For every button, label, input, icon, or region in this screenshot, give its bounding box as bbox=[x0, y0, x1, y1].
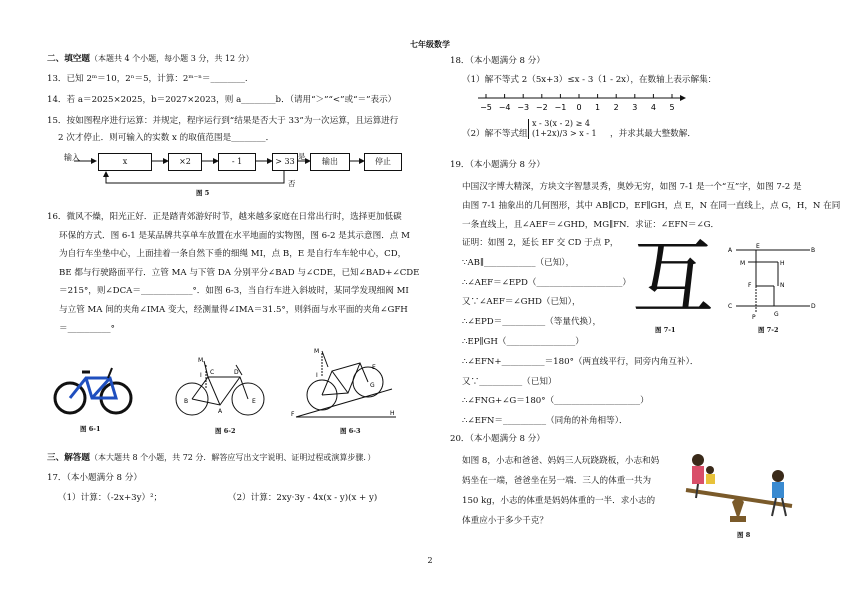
question-20: 20．（本小题满分 8 分） bbox=[450, 434, 545, 444]
proof-line: ∴∠FNG+∠G＝180°（____________________） bbox=[462, 396, 649, 407]
svg-text:G: G bbox=[774, 311, 779, 318]
proof-line: ∴∠AEF＝∠EPD（____________________） bbox=[462, 277, 631, 288]
svg-text:C: C bbox=[728, 303, 733, 310]
q16-line: 为自行车坐垫中心，上面挂着一条自然下垂的细绳 MI，点 B，E 是自行车车轮中心，CD， bbox=[59, 249, 407, 260]
seesaw-illustration bbox=[680, 450, 800, 528]
number-line-label: 0 bbox=[576, 103, 582, 112]
figure-5-caption: 图 5 bbox=[196, 189, 210, 197]
flow-x-box: x bbox=[98, 153, 152, 171]
section-2-note: （本题共 4 个小题，每小题 3 分，共 12 分） bbox=[89, 54, 254, 63]
section-3-heading bbox=[47, 451, 375, 463]
number-line-label: 3 bbox=[632, 103, 638, 112]
svg-text:F: F bbox=[291, 411, 295, 418]
flow-times2-box: ×2 bbox=[168, 153, 202, 171]
number-line-label: 1 bbox=[595, 103, 601, 112]
q16-line: ＝215°，则∠DCA＝____________°．如图 6-3，当自行车进入斜坡时，某同学发现细阀 MI bbox=[59, 286, 409, 297]
number-line bbox=[476, 90, 686, 114]
question-17: 17．（本小题满分 8 分） bbox=[47, 473, 142, 483]
system-line-1: x - 3(x - 2) ≥ 4 bbox=[532, 119, 590, 128]
q19-line: 一条直线上，且∠AEF＝∠GHD，MG∥FN．求证：∠EFN＝∠G． bbox=[462, 220, 720, 230]
flow-minus1-box: - 1 bbox=[218, 153, 256, 171]
svg-text:M: M bbox=[740, 260, 746, 267]
number-line-label: −1 bbox=[554, 103, 567, 112]
system-line-2: (1+2x)/3 > x - 1 bbox=[532, 129, 597, 138]
svg-text:A: A bbox=[218, 408, 223, 415]
number-line-label: 4 bbox=[650, 103, 656, 112]
q20-line: 妈坐在一端，爸爸坐在另一端．三人的体重一共为 bbox=[462, 476, 652, 486]
svg-text:H: H bbox=[390, 410, 395, 417]
proof-line: 又∵__________（已知） bbox=[462, 376, 557, 387]
q20-line: 如图 8，小志和爸爸、妈妈三人玩跷跷板，小志和妈 bbox=[462, 456, 660, 466]
figure-7-2-caption: 图 7-2 bbox=[758, 326, 779, 334]
figure-7-1-caption: 图 7-1 bbox=[655, 326, 676, 334]
proof-line: ∴∠EFN＝__________（同角的补角相等）． bbox=[462, 416, 628, 427]
q20-line: 150 kg，小志的体重是妈妈体重的一半．求小志的 bbox=[462, 496, 656, 506]
svg-text:P: P bbox=[752, 314, 756, 321]
flow-yes-label: 是 bbox=[298, 152, 306, 161]
svg-text:E: E bbox=[372, 364, 376, 371]
number-line-label: −3 bbox=[517, 103, 530, 112]
proof-line: ∴EP∥GH（________________） bbox=[462, 336, 584, 347]
section-3-title: 三、解答题 bbox=[47, 453, 90, 463]
figure-6-1-caption: 图 6-1 bbox=[80, 425, 101, 433]
question-18: 18．（本小题满分 8 分） bbox=[450, 56, 545, 66]
svg-text:D: D bbox=[234, 369, 239, 376]
svg-text:I: I bbox=[316, 372, 318, 379]
svg-text:F: F bbox=[748, 282, 752, 289]
bicycle-slope-figure bbox=[292, 345, 398, 425]
flow-output-box: 输出 bbox=[310, 153, 350, 171]
svg-text:N: N bbox=[780, 282, 785, 289]
section-3-note: （本大题共 8 个小题，共 72 分．解答应写出文字说明、证明过程或演算步骤．） bbox=[89, 453, 376, 462]
q19-line: 由图 7-1 抽象出的几何图形，其中 AB∥CD，EF∥GH，点 E，N 在同一直线上，点 G，H，N 在同 bbox=[462, 201, 841, 211]
q16-line: BE 都与行驶路面平行．立管 MA 与下管 DA 分别平分∠BAD 与∠CDE，已知∠BAD+∠CDE bbox=[59, 267, 420, 278]
figure-6-2-caption: 图 6-2 bbox=[215, 427, 236, 435]
parallel-lines-diagram bbox=[726, 240, 816, 322]
q16-line: 16．微风不燥，阳光正好．正是踏青郊游好时节，越来越多家庭在日常出行时，选择更加低碳 bbox=[47, 212, 402, 222]
svg-text:D: D bbox=[811, 303, 816, 310]
question-17-part2: （2）计算：2xy·3y - 4x(x - y)(x + y) bbox=[228, 493, 378, 503]
flow-input-label: 输入 bbox=[64, 153, 80, 162]
question-19: 19．（本小题满分 8 分） bbox=[450, 160, 545, 170]
svg-text:I: I bbox=[200, 372, 202, 379]
page-header: 七年级数学 bbox=[410, 39, 450, 49]
svg-text:M: M bbox=[314, 348, 320, 355]
proof-line: ∴∠EPD＝__________（等量代换）， bbox=[462, 317, 602, 328]
svg-text:G: G bbox=[370, 382, 375, 389]
section-2-title: 二、填空题 bbox=[47, 54, 90, 64]
hu-character-figure: 互 bbox=[632, 231, 715, 326]
section-2-heading bbox=[47, 52, 254, 64]
number-line-label: −2 bbox=[535, 103, 548, 112]
proof-line: 证明：如图 2，延长 EF 交 CD 于点 P， bbox=[462, 238, 619, 248]
svg-text:M: M bbox=[198, 357, 204, 364]
question-18-part2-tail: ，并求其最大整数解． bbox=[610, 129, 696, 139]
bicycle-photo-figure bbox=[52, 360, 134, 420]
q16-line: ＝__________° bbox=[59, 323, 115, 334]
question-14: 14．若 a＝2025×2025，b＝2027×2023，则 a________b．（请用“＞”“<”或“＝”表示） bbox=[47, 95, 397, 105]
figure-6-3-caption: 图 6-3 bbox=[340, 427, 361, 435]
svg-text:E: E bbox=[252, 398, 256, 405]
question-13: 13．已知 2ᵐ＝10，2ⁿ＝5，计算：2ᵐ⁻ⁿ＝________. bbox=[47, 74, 248, 84]
question-16 bbox=[47, 208, 419, 338]
proof-line: ∴∠EFN+__________＝180°（两直线平行，同旁内角互补）． bbox=[462, 356, 699, 367]
svg-text:H: H bbox=[780, 260, 785, 267]
inequality-system bbox=[528, 119, 597, 139]
q19-line: 中国汉字博大精深，方块文字智慧灵秀，奥妙无穷，如图 7-1 是一个“互”字，如图 7-2 是 bbox=[462, 182, 802, 192]
question-18-part2-label: （2）解不等式组 bbox=[462, 129, 528, 139]
svg-text:C: C bbox=[210, 369, 215, 376]
flow-gt33-box: > 33 bbox=[272, 153, 298, 171]
svg-text:B: B bbox=[811, 247, 816, 254]
figure-8-caption: 图 8 bbox=[737, 531, 751, 539]
q16-line: 环保的方式．图 6-1 是某品牌共享单车放置在水平地面的实物图，图 6-2 是其示意图．点 M bbox=[59, 230, 410, 241]
proof-line: 又∵∠AEF＝∠GHD（已知）， bbox=[462, 297, 581, 308]
question-17-part1: （1）计算：（-2x+3y）²； bbox=[58, 493, 163, 503]
question-20-body bbox=[462, 451, 659, 531]
number-line-label: 2 bbox=[613, 103, 619, 112]
flow-no-label: 否 bbox=[288, 179, 296, 188]
bicycle-diagram-figure bbox=[170, 355, 270, 425]
number-line-label: −4 bbox=[498, 103, 511, 112]
flow-stop-box: 停止 bbox=[364, 153, 402, 171]
question-15-line2: 2 次才停止．则可输入的实数 x 的取值范围是________． bbox=[58, 133, 275, 143]
svg-text:E: E bbox=[756, 243, 760, 250]
question-15-line1: 15．按如图程序进行运算：并规定，程序运行到“结果是否大于 33”为一次运算，且运算进行 bbox=[47, 116, 399, 126]
q16-line: 与立管 MA 间的夹角∠IMA 变大，经测量得∠IMA＝31.5°，则斜面与水平面的夹角∠GFH bbox=[59, 304, 408, 315]
svg-text:B: B bbox=[184, 398, 189, 405]
q20-line: 体重应小于多少千克？ bbox=[462, 516, 548, 526]
number-line-label: 5 bbox=[669, 103, 675, 112]
question-19-body bbox=[462, 178, 840, 235]
question-18-part1: （1）解不等式 2（5x+3）≤x - 3（1 - 2x），在数轴上表示解集： bbox=[462, 75, 717, 85]
number-line-label: −5 bbox=[480, 103, 492, 112]
svg-text:A: A bbox=[728, 247, 733, 254]
proof-line: ∵AB∥____________（已知）， bbox=[462, 257, 575, 268]
page-number: 2 bbox=[427, 556, 433, 565]
